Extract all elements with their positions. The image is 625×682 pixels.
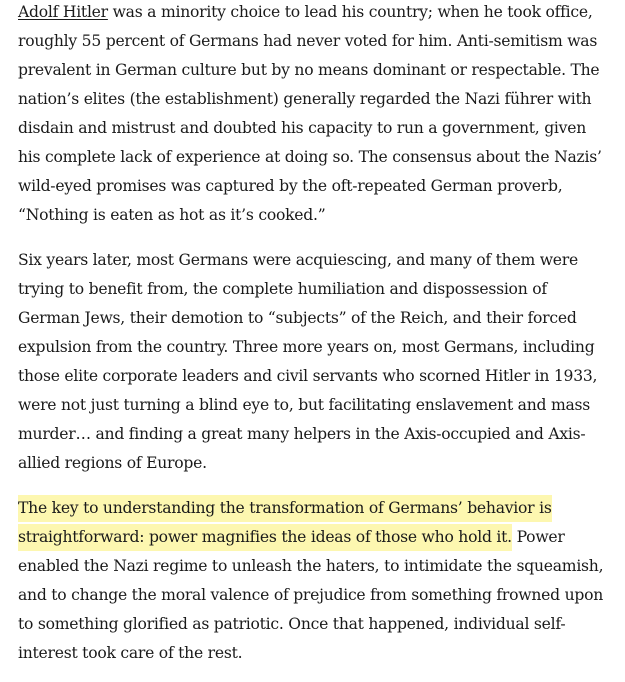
paragraph-2-text: Six years later, most Germans were acquiescing, and many of them were trying to benefit from, the complete humiliation and dispossession of German Jews, their demotion to “subjects” of the Reich, and their forced expulsion from the country. Three more years on, most Germans, including those elite corporate leaders and civil servants who scorned Hitler in 1933, were not just turning a blind eye to, but facilitating enslavement and mass murder… and finding a great many helpers in the Axis-occupied and Axis-allied regions of Europe. [18, 251, 598, 472]
adolf-hitler-link[interactable]: Adolf Hitler [18, 3, 108, 21]
paragraph-2 [18, 246, 611, 478]
highlighted-quote: The key to understanding the transformation of Germans’ behavior is straightforward: power magnifies the ideas of those who hold it. [18, 495, 552, 551]
paragraph-1 [18, 0, 611, 230]
paragraph-3 [18, 494, 611, 668]
paragraph-3-text: Power enabled the Nazi regime to unleash the haters, to intimidate the squeamish, and to change the moral valence of prejudice from something frowned upon to something glorified as patriotic. Once that happened, individual self-interest took care of the rest. [18, 528, 604, 662]
paragraph-1-text: was a minority choice to lead his country; when he took office, roughly 55 percent of Germans had never voted for him. Anti-semitism was prevalent in German culture but by no means dominant or respectable. The nation’s elites (the establishment) generally regarded the Nazi führer with disdain and mistrust and doubted his capacity to run a government, given his complete lack of experience at doing so. The consensus about the Nazis’ wild-eyed promises was captured by the oft-repeated German proverb, “Nothing is eaten as hot as it’s cooked.” [18, 3, 602, 224]
